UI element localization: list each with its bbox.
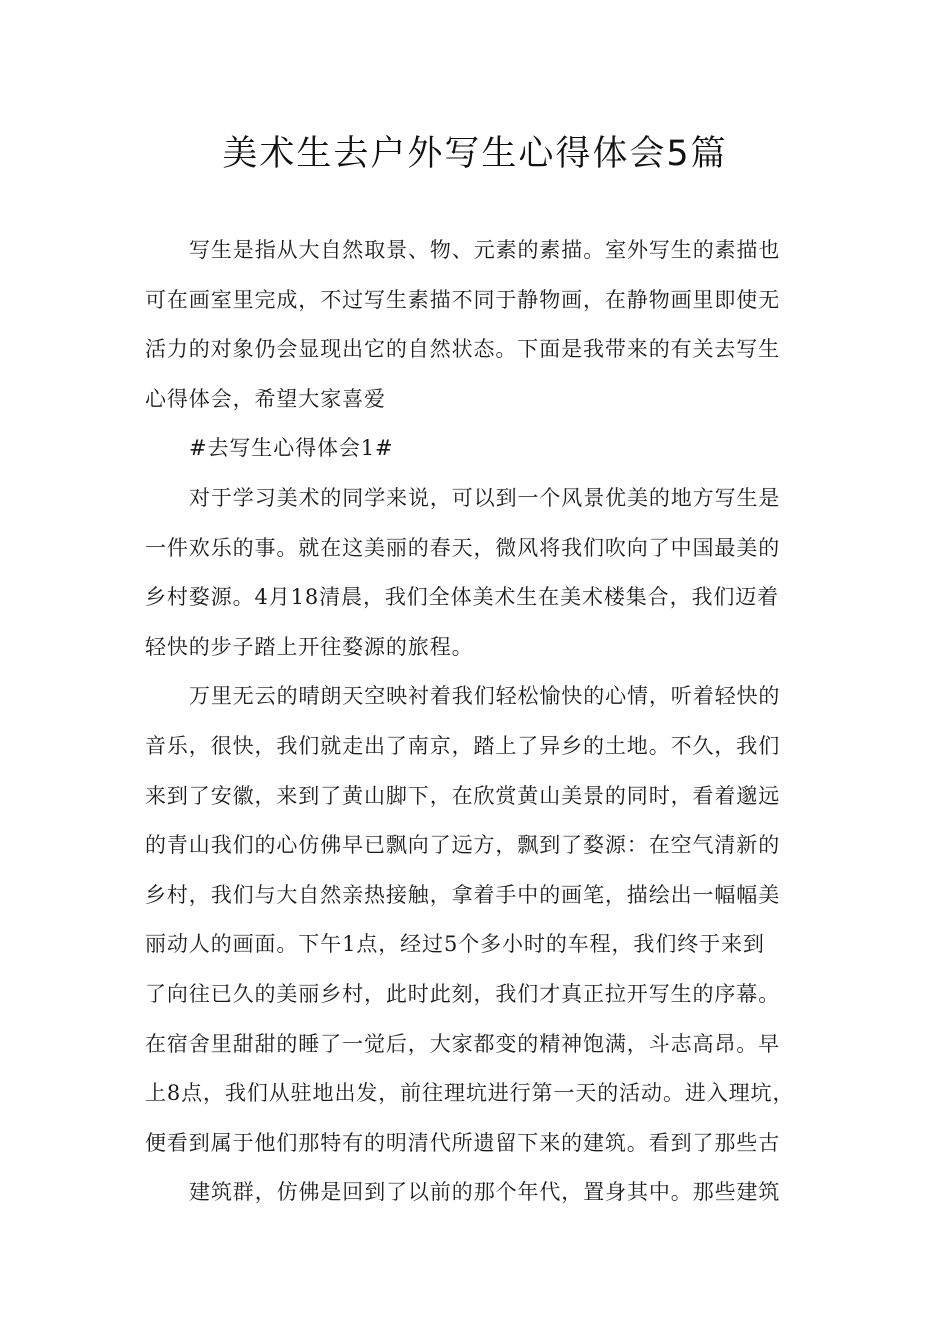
paragraph-line: 在宿舍里甜甜的睡了一觉后，大家都变的精神饱满，斗志高昂。早 — [145, 1031, 781, 1056]
paragraph-line: 丽动人的画面。下午1点，经过5个多小时的车程，我们终于来到 — [145, 932, 765, 957]
paragraph-line: 建筑群，仿佛是回到了以前的那个年代，置身其中。那些建筑 — [189, 1180, 781, 1205]
paragraph-line: 心得体会，希望大家喜爱 — [145, 386, 386, 411]
paragraph-line: 便看到属于他们那特有的明清代所遗留下来的建筑。看到了那些古 — [145, 1130, 781, 1155]
paragraph-line: 活力的对象仍会显现出它的自然状态。下面是我带来的有关去写生 — [145, 337, 781, 362]
paragraph-line: 轻快的步子踏上开往婺源的旅程。 — [145, 634, 474, 659]
section-heading: #去写生心得体会1# — [189, 436, 394, 461]
paragraph-line: 对于学习美术的同学来说，可以到一个风景优美的地方写生是 — [189, 485, 781, 510]
document-title: 美术生去户外写生心得体会5篇 — [222, 134, 728, 174]
paragraph-line: 的青山我们的心仿佛早已飘向了远方，飘到了婺源：在空气清新的 — [145, 833, 781, 858]
document-body — [145, 226, 815, 1218]
paragraph-line: 可在画室里完成，不过写生素描不同于静物画，在静物画里即使无 — [145, 287, 781, 312]
paragraph-line: 乡村婺源。4月18清晨，我们全体美术生在美术楼集合，我们迈着 — [145, 585, 780, 610]
paragraph-line: 乡村，我们与大自然亲热接触，拿着手中的画笔，描绘出一幅幅美 — [145, 882, 781, 907]
paragraph-line: 一件欢乐的事。就在这美丽的春天，微风将我们吹向了中国最美的 — [145, 535, 781, 560]
paragraph-line: 音乐，很快，我们就走出了南京，踏上了异乡的土地。不久，我们 — [145, 733, 781, 758]
paragraph-line: 写生是指从大自然取景、物、元素的素描。室外写生的素描也 — [189, 238, 781, 262]
paragraph-line: 上8点，我们从驻地出发，前往理坑进行第一天的活动。进入理坑， — [145, 1081, 795, 1106]
paragraph-line: 了向往已久的美丽乡村，此时此刻，我们才真正拉开写生的序幕。 — [145, 981, 781, 1006]
paragraph-line: 来到了安徽，来到了黄山脚下，在欣赏黄山美景的同时，看着邈远 — [145, 783, 781, 808]
paragraph-line: 万里无云的晴朗天空映衬着我们轻松愉快的心情，听着轻快的 — [189, 684, 781, 709]
